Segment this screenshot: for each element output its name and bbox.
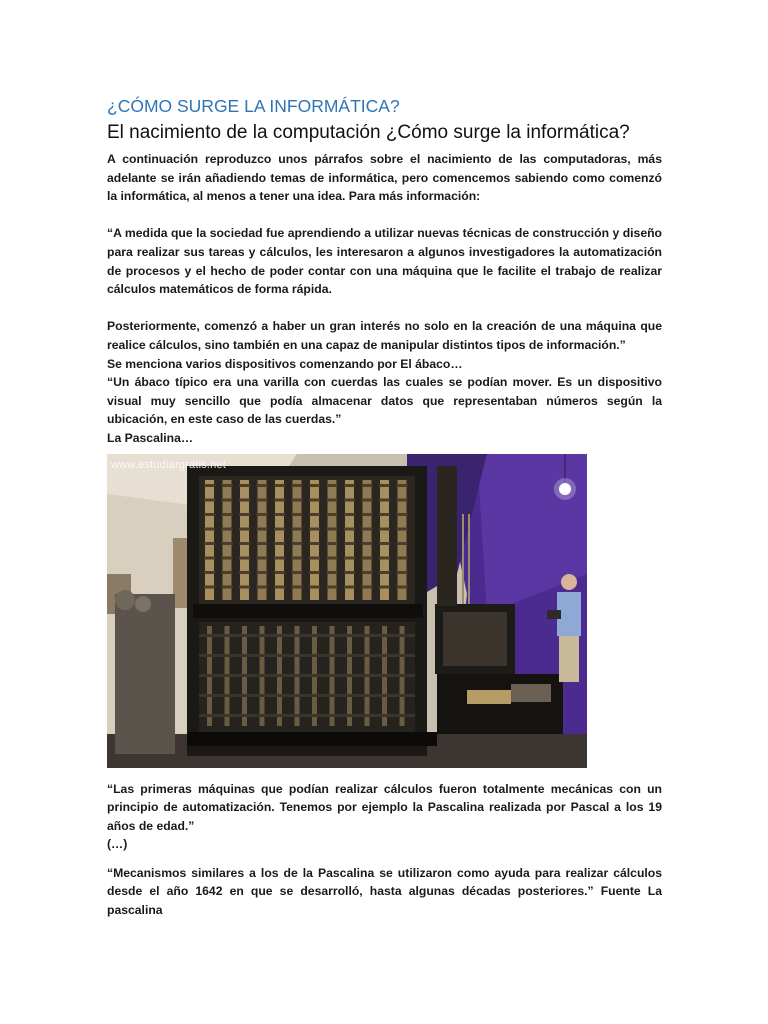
difference-engine-photo — [107, 454, 587, 768]
quote-paragraph-2: Posteriormente, comenzó a haber un gran interés no solo en la creación de una máquina que realice cálculos, sino también en una capaz de manipular distintos tipos de información.” — [107, 319, 662, 352]
photo-illustration — [107, 454, 587, 768]
page-title: ¿CÓMO SURGE LA INFORMÁTICA? — [107, 96, 400, 116]
intro-paragraph: A continuación reproduzco unos párrafos sobre el nacimiento de las computadoras, más adelante se irán añadiendo temas de informática, pero comencemos sabiendo como comenzó la informática, al menos a tener una idea. Para más información: — [107, 152, 662, 204]
caption-paragraph-1: “Las primeras máquinas que podían realizar cálculos fueron totalmente mecánicas con un principio de automatización. Tenemos por ejemplo la Pascalina realizada por Pascal a los 19 años de edad.” — [107, 781, 662, 833]
pascalina-label: La Pascalina… — [107, 430, 194, 445]
page-subtitle: El nacimiento de la computación ¿Cómo surge la informática? — [107, 122, 630, 143]
quote-paragraph-1: “A medida que la sociedad fue aprendiendo a utilizar nuevas técnicas de construcción y diseño para realizar sus tareas y cálculos, les interesaron a algunos investigadores la automatización de procesos y el hecho de poder contar con una máquina que le facilite el trabajo de realizar cálculos matemáticos de forma rápida. — [107, 226, 662, 297]
photo-watermark: www.estudiargratis.net — [111, 458, 227, 471]
caption-paragraph-2: “Mecanismos similares a los de la Pascalina se utilizaron como ayuda para realizar cálculos desde el año 1642 en que se desarrolló, hasta algunas décadas posteriores.” Fuente La pascalina — [107, 865, 662, 918]
ellipsis-line: (…) — [107, 837, 128, 852]
document-body — [107, 94, 662, 920]
abaco-paragraph: “Un ábaco típico era una varilla con cuerdas las cuales se podían mover. Es un dispositivo visual muy sencillo que podía almacenar datos que representaban números según la ubicación, en este caso de las cuerdas.” — [107, 375, 662, 427]
mention-paragraph: Se menciona varios dispositivos comenzando por El ábaco… — [107, 356, 463, 371]
